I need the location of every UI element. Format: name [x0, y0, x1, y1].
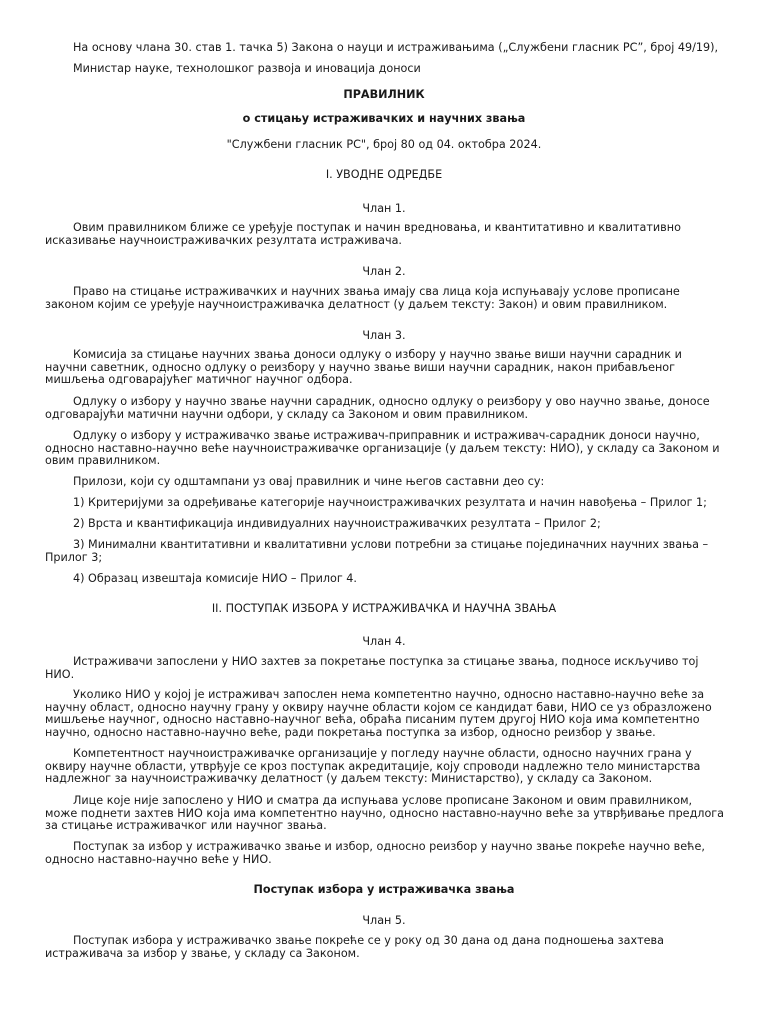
gazette-reference: "Службени гласник РС", број 80 од 04. октобра 2024.: [226, 138, 542, 151]
article-heading-1: Члан 1.: [362, 202, 406, 215]
document-subtitle: о стицању истраживачких и научних звања: [242, 112, 526, 125]
article-4-paragraph-1: Истраживачи запослени у НИО захтев за покретање поступка за стицање звања, подносе искључиво тој НИО.: [45, 655, 699, 681]
attachment-item-2: 2) Врста и квантификација индивидуалних научноистраживачких резултата – Прилог 2;: [73, 517, 601, 530]
attachment-item-4: 4) Образац извештаја комисије НИО – Прилог 4.: [73, 572, 357, 585]
preamble-line-1: На основу члана 30. став 1. тачка 5) Закона о науци и истраживањима („Службени гласник РС”, број 49/19),: [73, 41, 719, 54]
article-3-paragraph-3: Одлуку о избору у истраживачко звање истраживач-приправник и истраживач-сарадник доноси научно, односно наставно-научно веће научноистраживачке организације (у даљем тексту: НИО), у складу са Законом и овим правилником.: [45, 429, 720, 468]
preamble-line-2: Министар науке, технолошког развоја и иновација доноси: [73, 62, 421, 75]
section-heading-2: II. ПОСТУПАК ИЗБОРА У ИСТРАЖИВАЧКА И НАУЧНА ЗВАЊА: [211, 602, 557, 615]
subsection-heading: Поступак избора у истраживачка звања: [253, 883, 515, 896]
article-1-paragraph: Овим правилником ближе се уређује поступак и начин вредновања, и квантитативно и квалитативно исказивање научноистраживачких резултата истраживача.: [45, 221, 681, 247]
article-heading-3: Члан 3.: [362, 329, 406, 342]
article-heading-2: Члан 2.: [362, 265, 406, 278]
attachment-item-3: 3) Минимални квантитативни и квалитативни услови потребни за стицање појединачних научних звања – Прилог 3;: [45, 538, 709, 564]
article-4-paragraph-2: Уколико НИО у којој је истраживач запослен нема компетентно научно, односно наставно-научно веће за научну област, односно научну грану у оквиру научне области којом се кандидат бави, НИО се уз образложено мишљење научног, односно наставно-научног већа, обраћа писаним путем другој НИО која има компетентно научно, односно наставно-научно веће, ради покретања поступка за избор, односно реизбор у звање.: [45, 688, 712, 739]
article-2-paragraph: Право на стицање истраживачких и научних звања имају сва лица која испуњавају услове прописане законом којим се уређује научноистраживачка делатност (у даљем тексту: Закон) и овим правилником.: [45, 285, 680, 311]
article-4-paragraph-3: Компетентност научноистраживачке организације у погледу научне области, односно научних грана у оквиру научне области, утврђује се кроз поступак акредитације, коју спроводи надлежно тело министарства надлежног за научноистраживачку делатност (у даљем тексту: Министарство), у складу са Законом.: [45, 747, 701, 786]
article-3-paragraph-1: Комисија за стицање научних звања доноси одлуку о избору у научно звање виши научни сарадник и научни саветник, односно одлуку о реизбору у научно звање виши научни сарадник, након прибављеног мишљења одговарајућег матичног научног одбора.: [45, 348, 682, 387]
article-3-paragraph-4: Прилози, који су одштампани уз овај правилник и чине његов саставни део су:: [73, 475, 545, 488]
article-3-paragraph-2: Одлуку о избору у научно звање научни сарадник, односно одлуку о реизбору у ово научно звање, доносе одговарајући матични научни одбори, у складу са Законом и овим правилником.: [45, 395, 710, 421]
section-heading-1: I. УВОДНЕ ОДРЕДБЕ: [325, 168, 443, 181]
article-heading-5: Члан 5.: [362, 914, 406, 927]
document-title: ПРАВИЛНИК: [343, 88, 425, 101]
article-5-paragraph: Поступак избора у истраживачко звање покреће се у року од 30 дана од дана подношења захтева истраживача за избор у звање, у складу са Законом.: [45, 934, 664, 960]
attachment-item-1: 1) Критеријуми за одређивање категорије научноистраживачких резултата и начин навођења – Прилог 1;: [73, 496, 707, 509]
article-4-paragraph-4: Лице које није запослено у НИО и сматра да испуњава услове прописане Законом и овим правилником, може поднети захтев НИО која има компетентно научно, односно наставно-научно веће за утврђивање предлога за стицање истраживачког или научног звања.: [45, 794, 725, 833]
article-heading-4: Члан 4.: [362, 635, 406, 648]
article-4-paragraph-5: Поступак за избор у истраживачко звање и избор, односно реизбор у научно звање покреће научно веће, односно наставно-научно веће у НИО.: [45, 840, 705, 866]
